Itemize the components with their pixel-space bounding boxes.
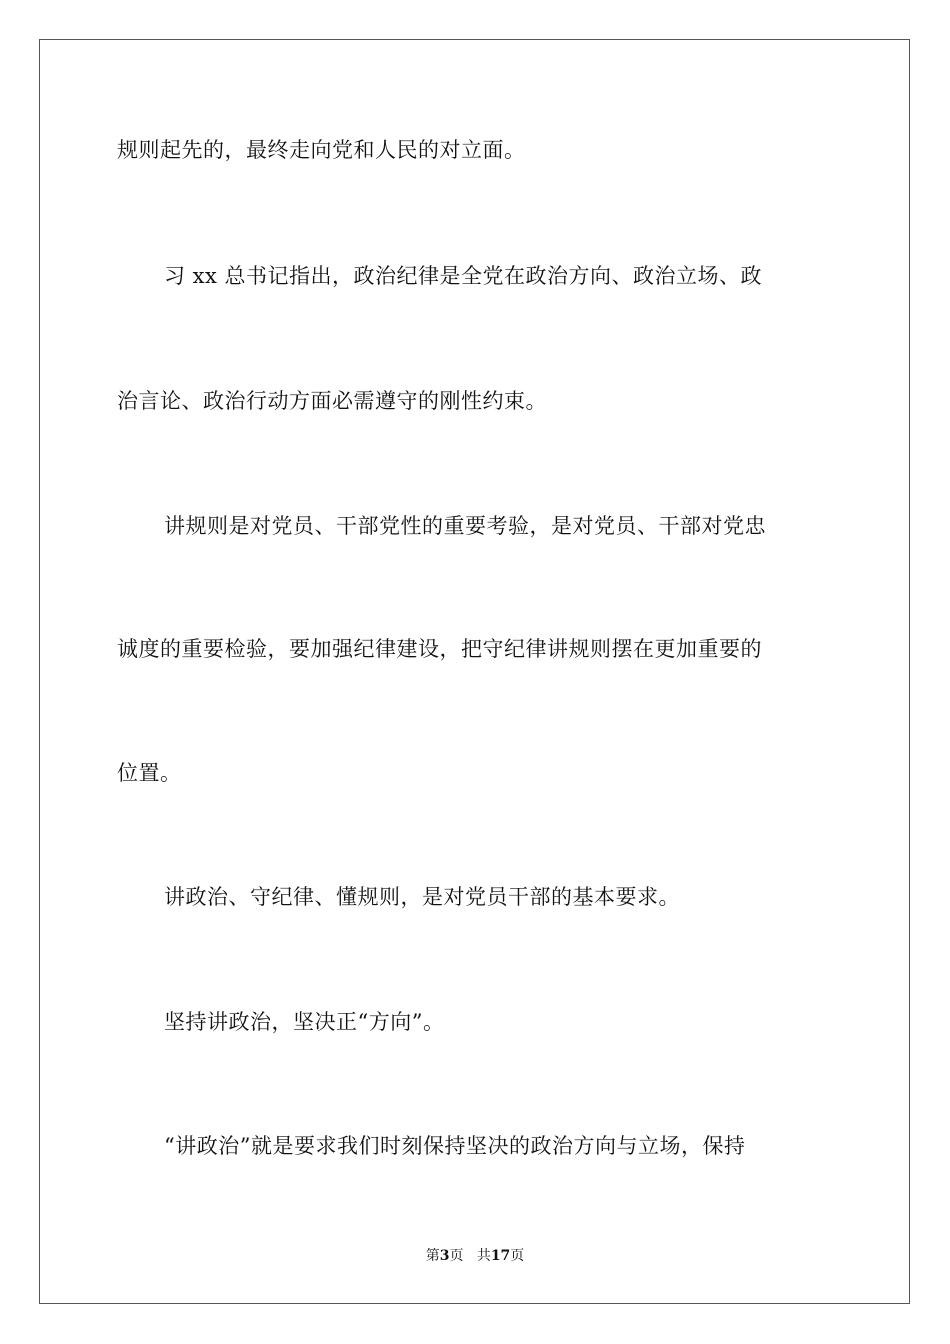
footer-total-pages: 17 (490, 1248, 511, 1264)
text-line-6: 位置。 (117, 761, 182, 785)
text-line-7: 讲政治、守纪律、懂规则，是对党员干部的基本要求。 (164, 885, 680, 909)
text-line-3: 治言论、政治行动方面必需遵守的刚性约束。 (117, 389, 547, 413)
footer-total-prefix: 共 (476, 1248, 491, 1264)
text-line-8: 坚持讲政治，坚决正“方向”。 (164, 1010, 445, 1034)
page-frame (39, 39, 910, 1304)
text-line-4: 讲规则是对党员、干部党性的重要考验，是对党员、干部对党忠 (164, 514, 766, 538)
text-line-2: 习 xx 总书记指出，政治纪律是全党在政治方向、政治立场、政 (164, 264, 763, 288)
text-line-1: 规则起先的，最终走向党和人民的对立面。 (117, 138, 526, 162)
footer-total-suffix: 页 (510, 1248, 525, 1264)
page-footer (0, 1246, 950, 1266)
text-line-5: 诚度的重要检验，要加强纪律建设，把守纪律讲规则摆在更加重要的 (117, 637, 762, 661)
text-line-9: “讲政治”就是要求我们时刻保持坚决的政治方向与立场，保持 (164, 1134, 746, 1158)
footer-page-number: 3 (439, 1248, 450, 1264)
footer-page-suffix: 页 (449, 1248, 464, 1264)
footer-page-prefix: 第 (425, 1248, 440, 1264)
